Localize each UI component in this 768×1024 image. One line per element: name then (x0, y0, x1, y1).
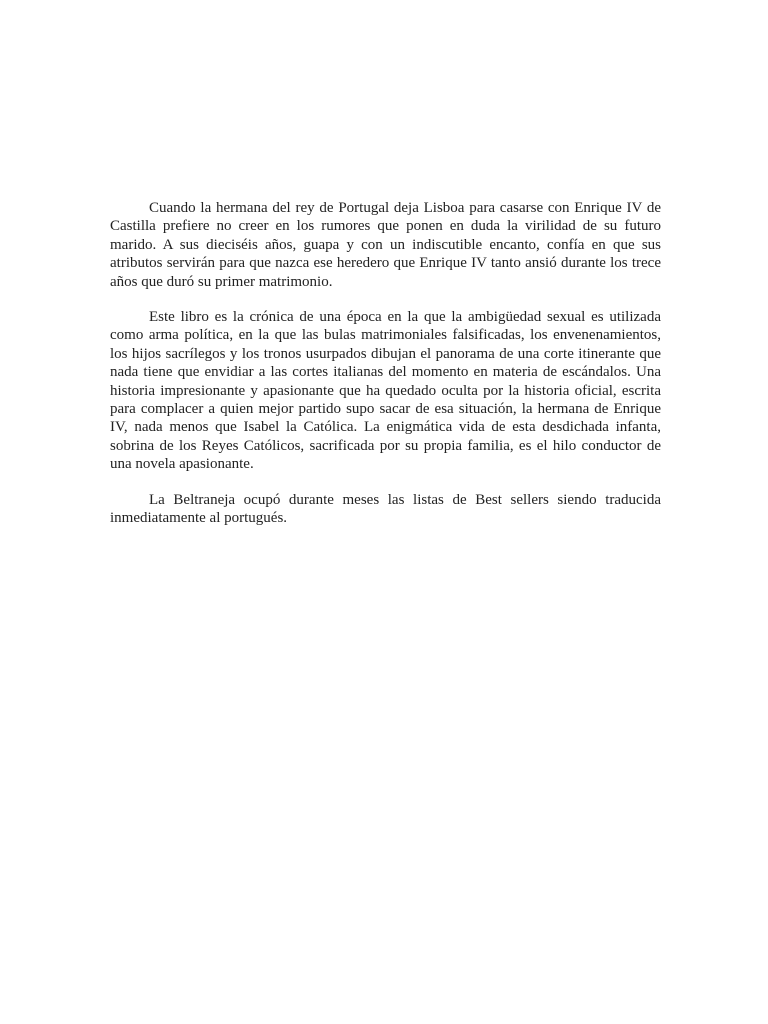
paragraph-intro: Cuando la hermana del rey de Portugal deja Lisboa para casarse con Enrique IV de Castilla prefiere no creer en los rumores que ponen en duda la virilidad de su futuro marido. A sus dieciséis años, guapa y con un indiscutible encanto, confía en que sus atributos servirán para que nazca ese heredero que Enrique IV tanto ansió durante los trece años que duró su primer matrimonio. (110, 200, 661, 290)
paragraph-synopsis: Este libro es la crónica de una época en la que la ambigüedad sexual es utilizada como arma política, en la que las bulas matrimoniales falsificadas, los envenenamientos, los hijos sacrílegos y los tronos usurpados dibujan el panorama de una corte itinerante que nada tiene que envidiar a las cortes italianas del momento en materia de escándalos. Una historia impresionante y apasionante que ha quedado oculta por la historia oficial, escrita para complacer a quien mejor partido supo sacar de esa situación, la hermana de Enrique IV, nada menos que Isabel la Católica. La enigmática vida de esta desdichada infanta, sobrina de los Reyes Católicos, sacrificada por su propia familia, es el hilo conductor de una novela apasionante. (110, 309, 661, 473)
paragraph-bestseller: La Beltraneja ocupó durante meses las listas de Best sellers siendo traducida inmediatamente al portugués. (110, 491, 661, 527)
body-text (110, 199, 661, 545)
